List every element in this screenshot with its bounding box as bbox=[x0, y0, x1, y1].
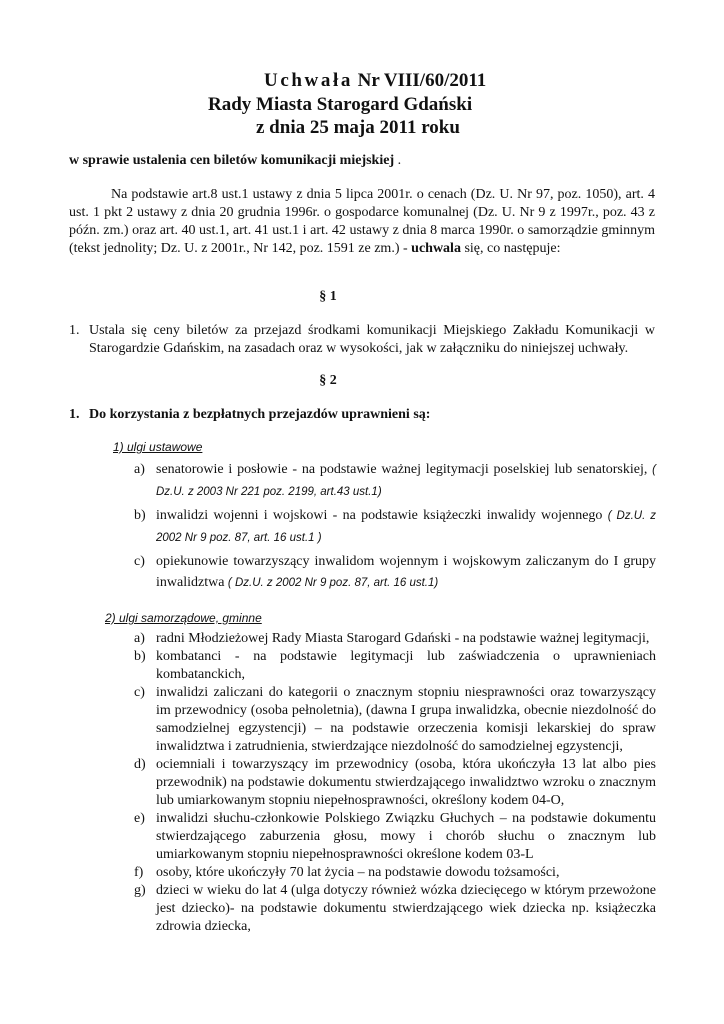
list-text: inwalidzi wojenni i wojskowi - na podstawie książeczki inwalidy wojennego bbox=[156, 508, 608, 523]
section-1-mark: § 1 bbox=[319, 289, 337, 304]
list-item bbox=[134, 882, 656, 936]
list-letter: c) bbox=[134, 685, 145, 700]
list-text: inwalidzi słuchu-członkowie Polskiego Związku Głuchych – na podstawie dokumentu stwierdzającego zaburzenia głosu, mowy i chorób słuchu o znacznym lub umiarkowanym stopniu niepełnosprawności określone kodem 03-L bbox=[156, 811, 656, 862]
legal-citation: ( Dz.U. z 2003 Nr 221 poz. 2199, art.43 ust.1) bbox=[156, 464, 656, 498]
list-letter: e) bbox=[134, 811, 145, 826]
item-text: Ustala się ceny biletów za przejazd środkami komunikacji Miejskiego Zakładu Komunikacji w Starogardzie Gdańskim, na zasadach oraz w wysokości, jak w załączniku do niniejszej uchwały. bbox=[89, 323, 655, 356]
resolution-date: z dnia 25 maja 2011 roku bbox=[256, 117, 460, 138]
list-text: kombatanci - na podstawie legitymacji lub zaświadczenia o uprawnieniach kombatanckich, bbox=[156, 649, 656, 682]
list-item bbox=[134, 864, 656, 882]
subject-text: w sprawie ustalenia cen biletów komunikacji miejskiej bbox=[69, 153, 395, 168]
section-2-item bbox=[69, 406, 655, 424]
list-letter: f) bbox=[134, 865, 144, 880]
list-letter: g) bbox=[134, 883, 146, 898]
legal-basis-paragraph bbox=[69, 186, 655, 258]
preamble-bold: uchwala bbox=[411, 241, 461, 256]
list-text: ociemniali i towarzyszący im przewodnicy (osoba, która ukończyła 13 lat albo pies przewodnik) na podstawie dokumentu stwierdzającego inwalidztwo wzroku o znacznym lub umiarkowanym stopniu niepełnosprawności, określony kodem 04-O, bbox=[156, 757, 656, 808]
list-text: inwalidzi zaliczani do kategorii o znacznym stopniu niesprawności oraz towarzyszący im przewodnicy (osoba pełnoletnia), (dawna I grupa inwalidzka, obecnie niezdolność do samodzielnej egzystencji) – na podstawie orzeczenia komisji lekarskiej do spraw inwalidztwa i zatrudnienia, stwierdzające niezdolność do samodzielnej egzystencji, bbox=[156, 685, 656, 754]
list-item bbox=[134, 810, 656, 864]
statutory-reliefs-list bbox=[134, 459, 656, 596]
list-item bbox=[134, 684, 656, 756]
list-letter: a) bbox=[134, 462, 145, 477]
council-name: Rady Miasta Starogard Gdański bbox=[208, 94, 473, 115]
list-text: senatorowie i posłowie - na podstawie ważnej legitymacji poselskiej lub senatorskiej, bbox=[156, 462, 653, 477]
subject-tail: . bbox=[394, 153, 402, 168]
item-number: 1. bbox=[69, 323, 80, 338]
list-letter: d) bbox=[134, 757, 146, 772]
list-text: radni Młodzieżowej Rady Miasta Starogard Gdański - na podstawie ważnej legitymacji, bbox=[156, 631, 650, 646]
list-letter: b) bbox=[134, 508, 146, 523]
list-item bbox=[134, 630, 656, 648]
municipal-reliefs-list bbox=[134, 630, 656, 936]
list-item bbox=[134, 505, 656, 549]
title-number: Nr VIII/60/2011 bbox=[352, 70, 487, 91]
list-letter: b) bbox=[134, 649, 146, 664]
list-item bbox=[134, 551, 656, 594]
list-text: dzieci w wieku do lat 4 (ulga dotyczy również wózka dziecięcego w którym przewożone jest dziecko)- na podstawie dokumentu stwierdzającego wiek dziecka np. książeczka zdrowia dziecka, bbox=[156, 883, 656, 934]
list-text: osoby, które ukończyły 70 lat życia – na podstawie dowodu tożsamości, bbox=[156, 865, 560, 880]
list-text: opiekunowie towarzyszący inwalidom wojennym i wojskowym zaliczanym do I grupy inwalidztwa bbox=[156, 554, 656, 590]
list-letter: a) bbox=[134, 631, 145, 646]
title-prefix: Uchwała bbox=[264, 70, 353, 91]
municipal-reliefs-heading: 2) ulgi samorządowe, gminne bbox=[105, 611, 262, 625]
item-text: Do korzystania z bezpłatnych przejazdów uprawnieni są: bbox=[89, 407, 431, 422]
section-2-mark: § 2 bbox=[319, 373, 337, 388]
preamble-tail: się, co następuje: bbox=[460, 241, 561, 256]
list-item bbox=[134, 459, 656, 503]
list-item bbox=[134, 756, 656, 810]
list-item bbox=[134, 648, 656, 684]
resolution-title bbox=[264, 70, 486, 92]
preamble-text: Na podstawie art.8 ust.1 ustawy z dnia 5 lipca 2001r. o cenach (Dz. U. Nr 97, poz. 1050), art. 4 ust. 1 pkt 2 ustawy z dnia 20 grudnia 1996r. o gospodarce komunalnej (Dz. U. Nr 9 z 1997r., poz. 43 z późn. zm.) oraz art. 40 ust.1, art. 41 ust.1 i art. 42 ustawy z dnia 8 marca 1990r. o samorządzie gminnym (tekst jednolity; Dz. U. z 2001r., Nr 142, poz. 1591 ze zm.) - bbox=[69, 187, 655, 256]
list-letter: c) bbox=[134, 554, 145, 569]
resolution-subject bbox=[69, 153, 401, 169]
legal-citation: ( Dz.U. z 2002 Nr 9 poz. 87, art. 16 ust.1) bbox=[227, 577, 439, 589]
item-number: 1. bbox=[69, 407, 80, 422]
section-1-item bbox=[69, 322, 655, 358]
legal-citation: ( Dz.U. z 2002 Nr 9 poz. 87, art. 16 ust.1 ) bbox=[156, 510, 656, 544]
statutory-reliefs-heading: 1) ulgi ustawowe bbox=[113, 440, 203, 454]
